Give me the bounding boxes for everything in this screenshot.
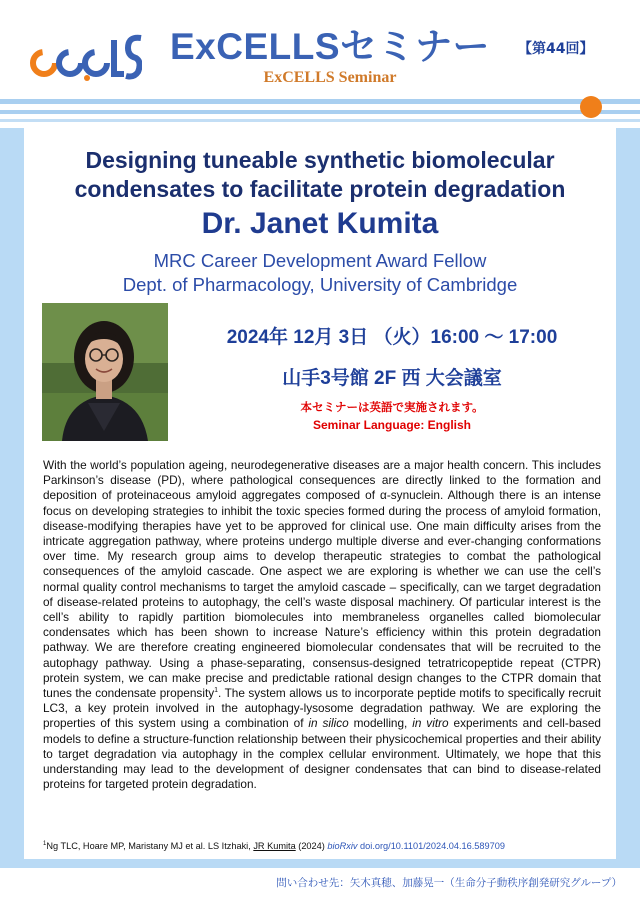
contact-info: 問い合わせ先：矢木真穂、加藤晃一（生命分子動秩序創発研究グループ） — [276, 877, 622, 889]
speaker-name: Dr. Janet Kumita — [201, 207, 439, 240]
affiliation-line: MRC Career Development Award Fellow — [153, 250, 487, 271]
header-stripe — [0, 99, 640, 104]
talk-title-line: Designing tuneable synthetic biomolecular — [85, 147, 555, 173]
abstract-segment: With the world’s population ageing, neurodegenerative diseases are a major health concern. This includes Parkinson’s disease (PD), where pathological consequences are directly linked to the formation and deposition of proteinaceous amyloid aggregates composed of α-synuclein. Although there is an intense focus on developing strategies to inhibit the toxic species formed during the process of amyloid formation, disease-modifying therapies have yet to be approved for clinical use. One main difficulty arises from the intricate aggregation pathway, where proteins undergo multiple diverse and ever-changing conformations over time. My research group aims to develop therapeutic strategies to combat the pathological consequences of the amyloid cascade. One aspect we are exploring is whether we can use the cell’s normal quality control mechanisms to target the amyloid cascade – specifically, can we target degradation of disease-related proteins to autophagy, the cell’s waste disposal machinery. Of particular interest is the cell’s ability to rapidly partition biomolecules into membraneless organelles called biomolecular condensates which has been shown to increase Nature’s efficiency within this protein degradation pathway. We are therefore creating engineered biomolecular condensates that will be recruited to the autophagy pathway. Using a phase-separating, consensus-designed tetratricopeptide repeat (CTPR) protein system, we can make precise and predictable rational design changes to the CTPR domain that tunes the condensate propensity — [43, 458, 601, 701]
talk-title — [24, 146, 616, 204]
header — [0, 0, 640, 100]
speaker-photo — [42, 303, 168, 441]
language-note-jp: 本セミナーは英語で実施されます。 — [300, 402, 484, 414]
issue-number: 【第44回】 — [518, 41, 594, 57]
speaker-affiliation — [24, 249, 616, 297]
reference-journal: bioRxiv — [327, 841, 358, 851]
abstract-segment: experiments and cell-based models to define a structure-function relationship between their physicochemical properties and their ability to target degradation via autophagy in the complex cellular environment. Ultimately, we hope that this understanding may lead to the development of designer condensates that can bind to disease-related proteins for targeted protein degradation. — [43, 716, 601, 792]
reference — [43, 842, 613, 851]
header-stripe — [0, 110, 640, 114]
reference-marker: 1 — [43, 840, 47, 847]
brand-title: ExCELLSセミナー — [169, 26, 491, 67]
reference-highlight-author: JR Kumita — [253, 841, 296, 851]
abstract-segment: . The system allows us to incorporate peptide motifs to specifically recruit LC3, a key protein involved in the autophagy-lysosome degradation pathway. We are exploring the properties of this system using a combination of — [43, 686, 601, 731]
excells-logo — [30, 30, 142, 88]
abstract-segment: modelling, — [348, 716, 413, 731]
language-note-en: Seminar Language: English — [312, 418, 472, 432]
event-venue: 山手3号館 2F 西 大会議室 — [282, 368, 502, 389]
talk-title-line: condensates to facilitate protein degradation — [74, 176, 566, 202]
affiliation-line: Dept. of Pharmacology, University of Cambridge — [122, 274, 518, 295]
reference-doi: doi.org/10.1101/2024.04.16.589709 — [357, 841, 505, 851]
brand-subtitle: ExCELLS Seminar — [263, 69, 397, 86]
event-datetime: 2024年 12月 3日 （火）16:00 ～ 17:00 — [226, 327, 558, 348]
orange-dot — [580, 96, 602, 118]
abstract-text — [43, 458, 601, 792]
reference-authors: Ng TLC, Hoare MP, Maristany MJ et al. LS Itzhaki, — [46, 841, 254, 851]
header-stripe — [0, 119, 640, 122]
reference-year: (2024) — [295, 841, 328, 851]
abstract-italic: in vitro — [412, 716, 449, 731]
abstract-italic: in silico — [308, 716, 349, 731]
footnote-marker: 1 — [214, 687, 219, 695]
